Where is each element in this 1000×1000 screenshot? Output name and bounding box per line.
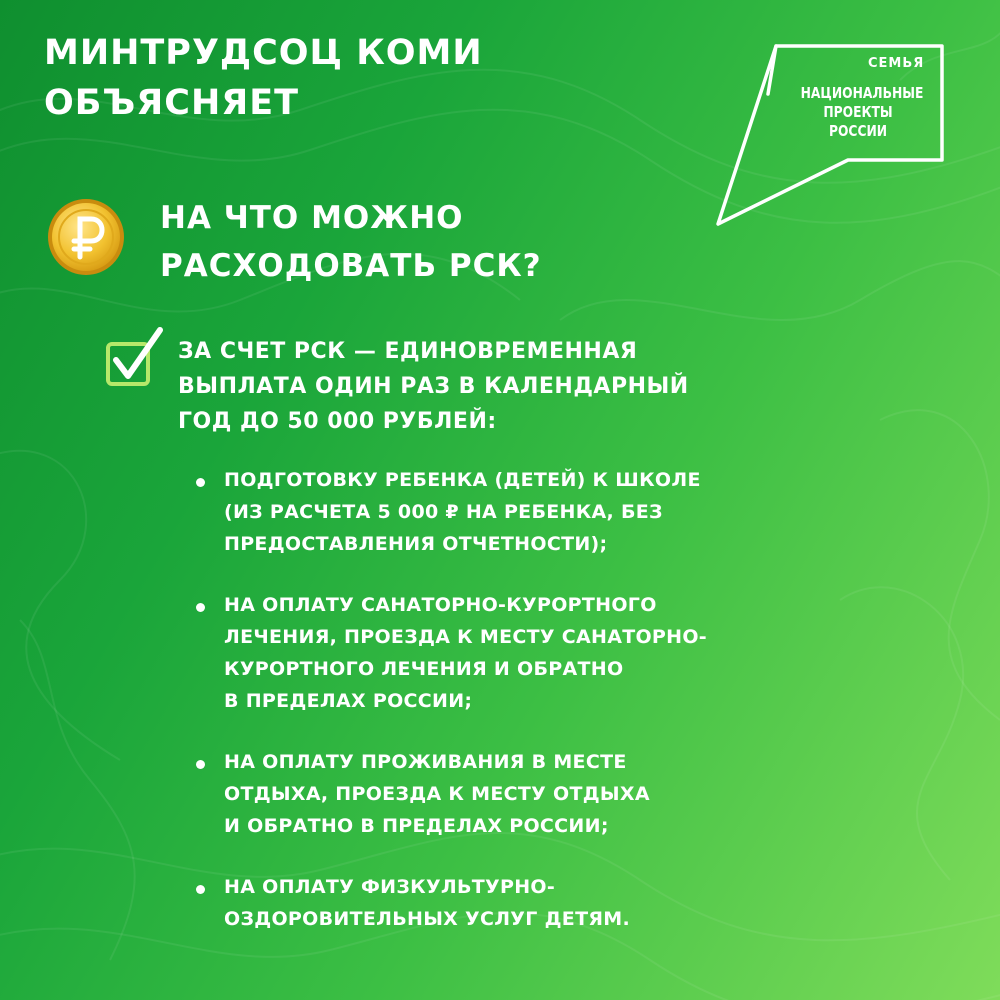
list-item-line: ПОДГОТОВКУ РЕБЕНКА (ДЕТЕЙ) К ШКОЛЕ [224, 469, 701, 491]
list-item-line: ЛЕЧЕНИЯ, ПРОЕЗДА К МЕСТУ САНАТОРНО- [224, 626, 707, 648]
intro-line: ЗА СЧЕТ РСК — ЕДИНОВРЕМЕННАЯ [178, 339, 638, 364]
list-item-line: КУРОРТНОГО ЛЕЧЕНИЯ И ОБРАТНО [224, 658, 624, 680]
ruble-coin-icon [46, 197, 126, 277]
list-item [196, 746, 896, 842]
list-item-text [224, 746, 896, 842]
list-item [196, 589, 896, 717]
list-item-text [224, 589, 896, 717]
list-item-line: (ИЗ РАСЧЕТА 5 000 ₽ НА РЕБЕНКА, БЕЗ [224, 501, 663, 523]
logo-name-line: ПРОЕКТЫ [823, 103, 893, 121]
bullet-dot-icon [196, 885, 205, 894]
list-item-text [224, 871, 896, 935]
header-title [44, 28, 483, 128]
bullet-dot-icon [196, 603, 205, 612]
list-item-line: НА ОПЛАТУ САНАТОРНО-КУРОРТНОГО [224, 594, 657, 616]
list-item-line: В ПРЕДЕЛАХ РОССИИ; [224, 690, 473, 712]
checkbox-icon [104, 326, 166, 390]
section-title-line: НА ЧТО МОЖНО [160, 200, 464, 236]
list-item-line: НА ОПЛАТУ ФИЗКУЛЬТУРНО- [224, 876, 556, 898]
section-title [160, 194, 542, 290]
intro-text [178, 334, 689, 439]
header-title-line: ОБЪЯСНЯЕТ [44, 83, 299, 123]
national-projects-logo [716, 34, 956, 230]
logo-name-line: РОССИИ [828, 122, 888, 140]
bullet-dot-icon [196, 760, 205, 769]
list-item-text [224, 464, 896, 560]
list-item-line: ПРЕДОСТАВЛЕНИЯ ОТЧЕТНОСТИ); [224, 533, 608, 555]
logo-family-label: СЕМЬЯ [868, 56, 925, 71]
list-item [196, 871, 896, 935]
intro-line: ВЫПЛАТА ОДИН РАЗ В КАЛЕНДАРНЫЙ [178, 374, 689, 399]
expense-list [196, 464, 896, 964]
list-item [196, 464, 896, 560]
logo-name-line: НАЦИОНАЛЬНЫЕ [800, 84, 924, 102]
list-item-line: И ОБРАТНО В ПРЕДЕЛАХ РОССИИ; [224, 815, 609, 837]
list-item-line: ОТДЫХА, ПРОЕЗДА К МЕСТУ ОТДЫХА [224, 783, 650, 805]
list-item-line: НА ОПЛАТУ ПРОЖИВАНИЯ В МЕСТЕ [224, 751, 627, 773]
list-item-line: ОЗДОРОВИТЕЛЬНЫХ УСЛУГ ДЕТЯМ. [224, 908, 630, 930]
intro-line: ГОД ДО 50 000 РУБЛЕЙ: [178, 409, 497, 434]
bullet-dot-icon [196, 478, 205, 487]
section-title-line: РАСХОДОВАТЬ РСК? [160, 248, 542, 284]
header-title-line: МИНТРУДСОЦ КОМИ [44, 33, 483, 73]
logo-name [800, 84, 924, 141]
